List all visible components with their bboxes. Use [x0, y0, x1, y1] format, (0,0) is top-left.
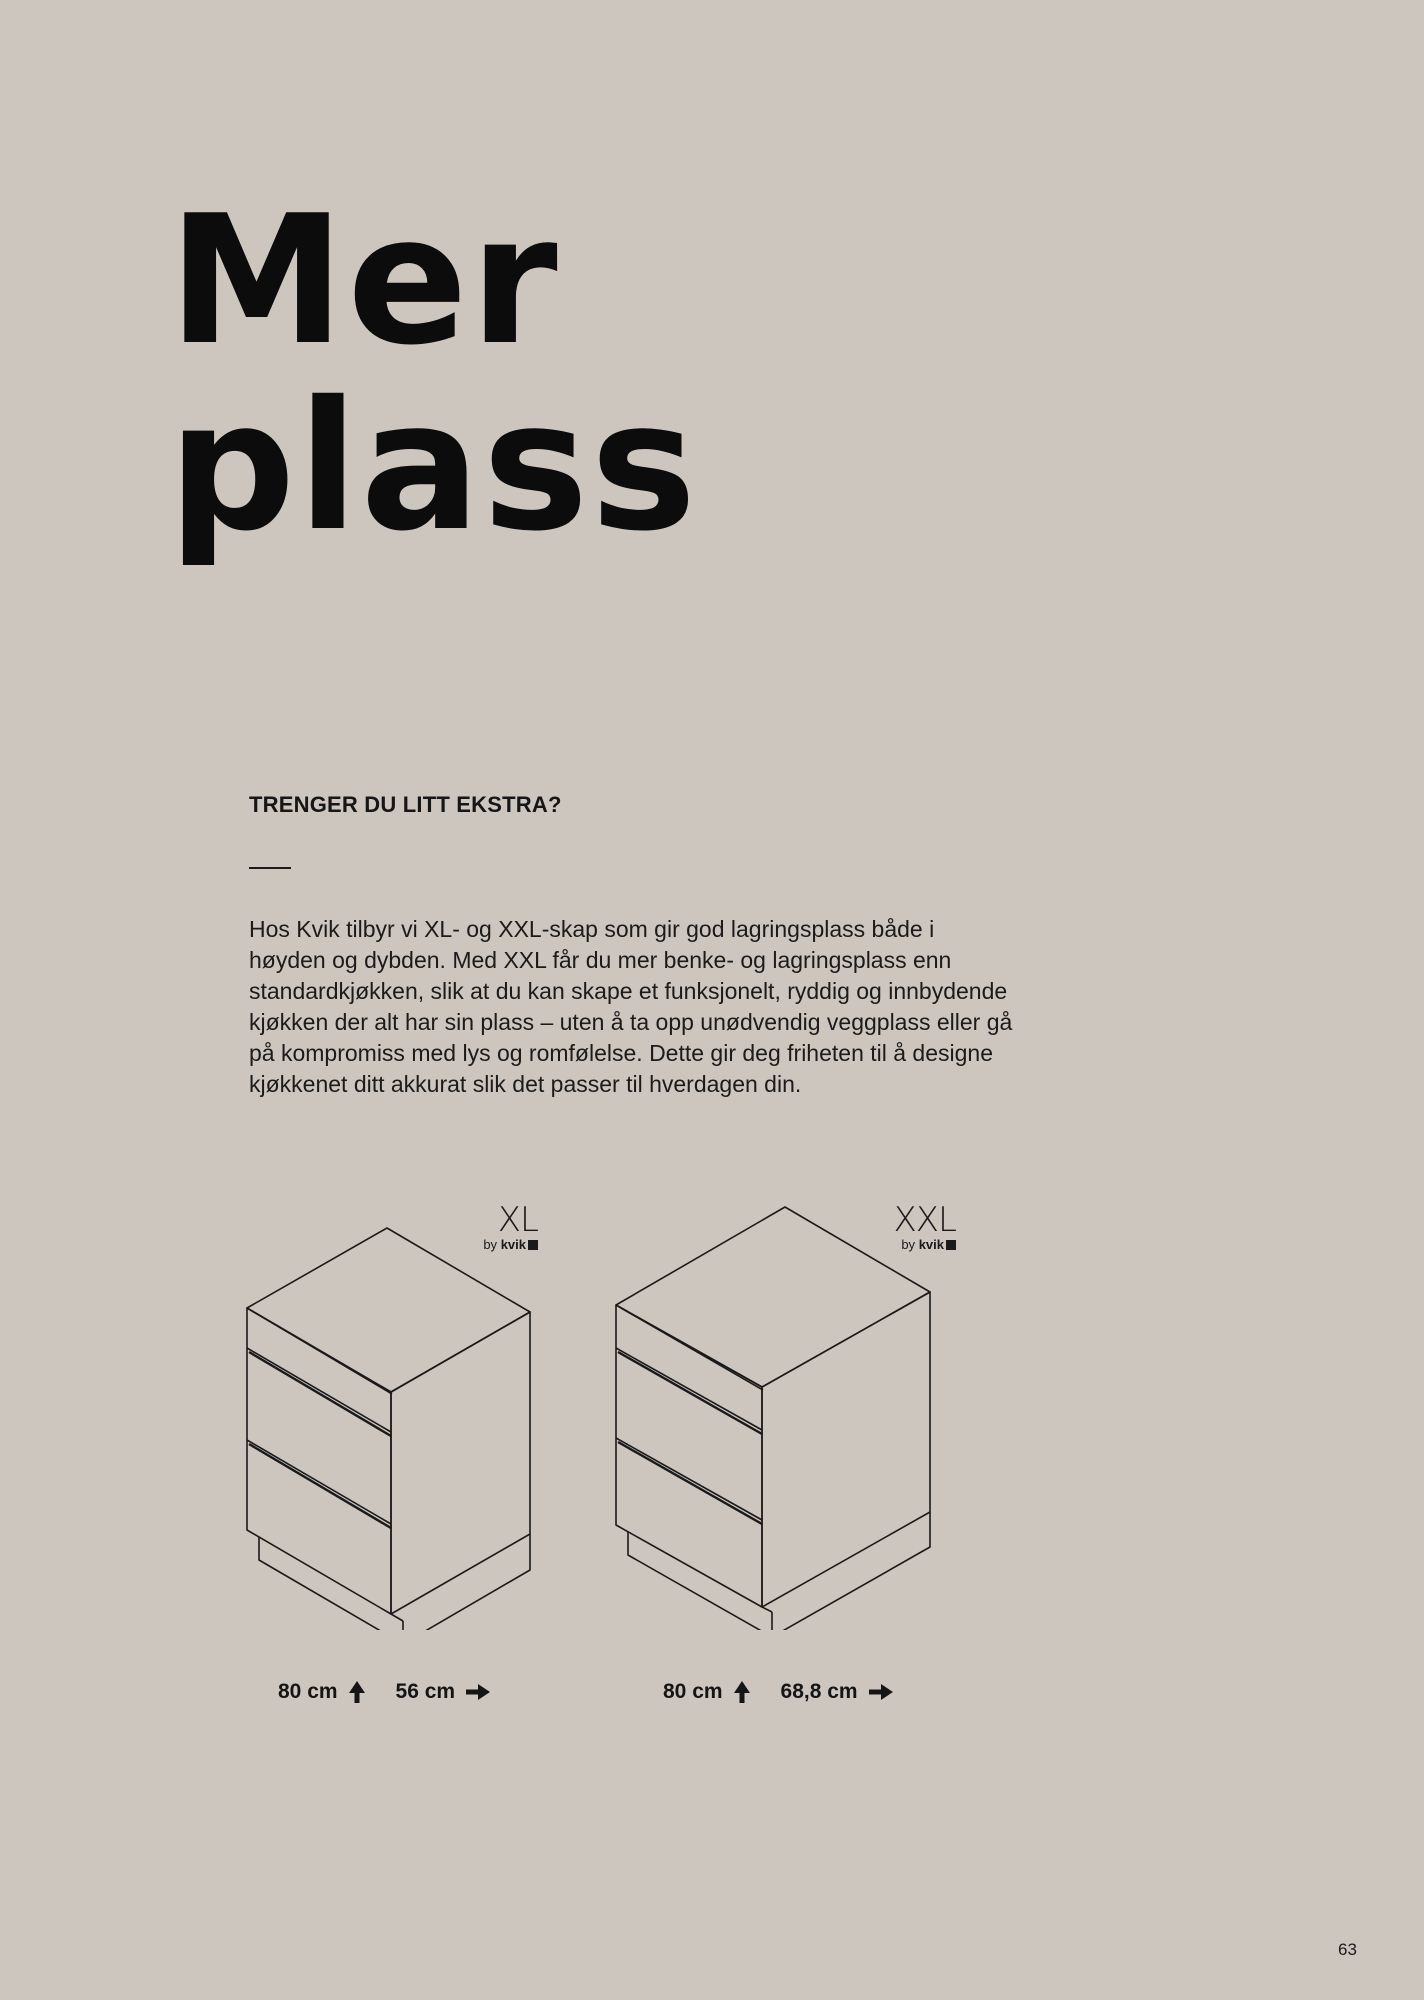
arrow-right-icon [868, 1683, 894, 1701]
body-line: Hos Kvik tilbyr vi XL- og XXL-skap som gir god lagringsplass både i [249, 916, 935, 942]
kvik-logo: by kvik [448, 1238, 538, 1252]
arrow-up-icon [733, 1680, 751, 1704]
xxl-height-dimension [663, 1680, 751, 1704]
xxl-size-badge [840, 1200, 956, 1252]
xxl-size-label: XXL [893, 1200, 956, 1240]
xl-dimensions [278, 1680, 491, 1704]
arrow-up-icon [348, 1680, 366, 1704]
page-title [168, 177, 699, 570]
kvik-logo-mark-icon [528, 1240, 538, 1250]
xl-size-badge [448, 1200, 538, 1252]
body-line: på kompromiss med lys og romfølelse. Dette gir deg friheten til å designe [249, 1040, 993, 1066]
body-line: kjøkken der alt har sin plass – uten å ta opp unødvendig veggplass eller gå [249, 1009, 1013, 1035]
xxl-cabinet-illustration [600, 1190, 1120, 1630]
body-line: kjøkkenet ditt akkurat slik det passer til hverdagen din. [249, 1071, 802, 1097]
xl-depth-dimension [396, 1680, 492, 1704]
xl-depth-value: 56 cm [395, 1680, 456, 1703]
xl-height-dimension [278, 1680, 366, 1704]
kvik-logo: by kvik [840, 1238, 956, 1252]
xl-size-label: XL [497, 1200, 538, 1240]
body-paragraph [249, 914, 1089, 1100]
body-line: høyden og dybden. Med XXL får du mer benke- og lagringsplass enn [249, 947, 952, 973]
body-line: standardkjøkken, slik at du kan skape et funksjonelt, ryddig og innbydende [249, 978, 1008, 1004]
page-number: 63 [1338, 1940, 1357, 1959]
section-kicker: TRENGER DU LITT EKSTRA? [249, 792, 562, 817]
xxl-cabinet-drawing [600, 1190, 940, 1630]
arrow-right-icon [465, 1683, 491, 1701]
xl-height-value: 80 cm [278, 1680, 338, 1703]
kvik-logo-mark-icon [946, 1240, 956, 1250]
xxl-height-value: 80 cm [663, 1680, 723, 1703]
page-title-line-1: Mer [168, 177, 560, 384]
divider-rule [249, 867, 291, 869]
xl-cabinet-drawing [230, 1190, 550, 1630]
page-title-line-2: plass [168, 363, 699, 570]
xxl-depth-dimension [781, 1680, 894, 1704]
xxl-depth-value: 68,8 cm [780, 1680, 858, 1703]
xxl-dimensions [663, 1680, 894, 1704]
